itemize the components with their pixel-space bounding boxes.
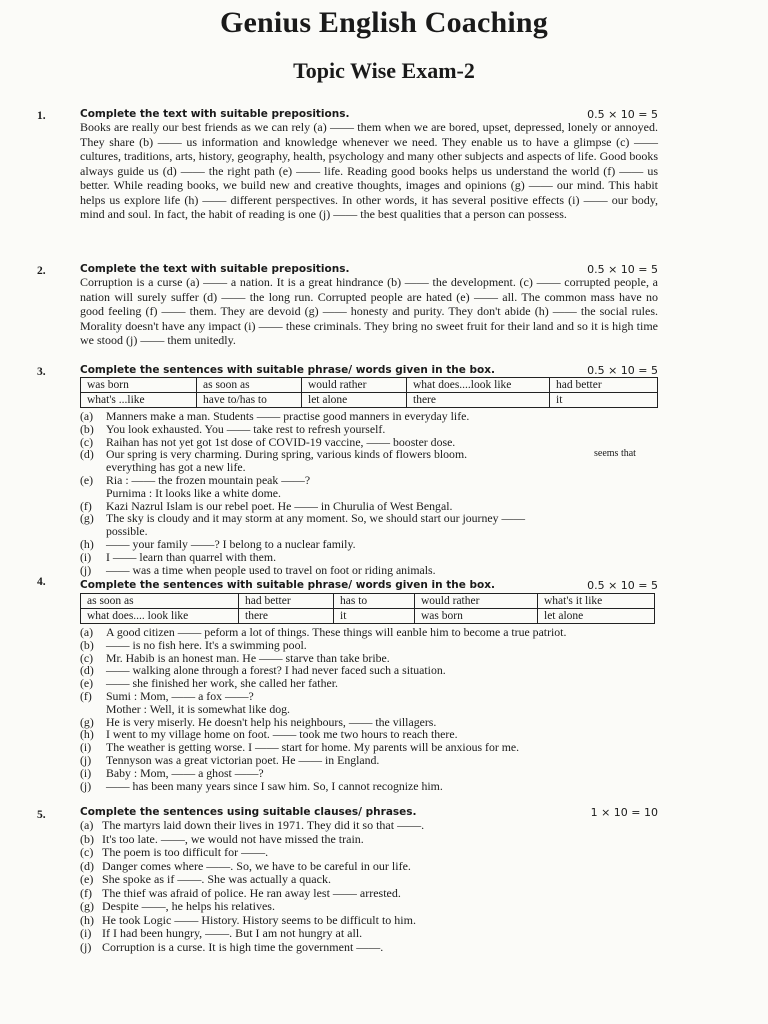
item-label: (h) — [80, 536, 94, 551]
item-text: I went to my village home on foot. —— took me two hours to reach there. — [106, 727, 458, 742]
list-item — [80, 833, 660, 847]
item-label: (e) — [80, 676, 94, 691]
item-text-tail: seems that — [594, 448, 636, 460]
list-item — [80, 626, 660, 639]
list-item — [80, 887, 660, 901]
list-item — [80, 564, 660, 577]
item-label: (f) — [80, 885, 92, 900]
list-item — [80, 448, 660, 474]
question-instruction: Complete the text with suitable prepositions. — [80, 108, 350, 120]
item-label: (f) — [80, 688, 92, 703]
item-text: Our spring is very charming. During spring, various kinds of flowers bloom. — [106, 447, 468, 462]
item-text: I —— learn than quarrel with them. — [106, 549, 277, 564]
item-label: (j) — [80, 562, 92, 577]
item-text: Ria : —— the frozen mountain peak ——? — [106, 472, 311, 487]
question-items — [80, 626, 660, 792]
word-box-row — [81, 378, 658, 393]
item-text: If I had been hungry, ——. But I am not hungry at all. — [102, 926, 363, 940]
item-text: —— is no fish here. It's a swimming pool. — [106, 637, 307, 652]
item-label: (i) — [80, 765, 92, 780]
question-instruction: Complete the sentences with suitable phrase/ words given in the box. — [80, 579, 495, 591]
word-box-cell: there — [239, 609, 334, 624]
page-subtitle: Topic Wise Exam-2 — [293, 58, 475, 83]
item-label: (b) — [80, 831, 94, 846]
item-label: (g) — [80, 899, 94, 913]
word-box-cell: would rather — [415, 594, 538, 609]
word-box-cell: there — [407, 393, 550, 408]
item-text: It's too late. ——, we would not have missed the train. — [102, 831, 364, 846]
word-box-cell: what's ...like — [81, 393, 197, 408]
question-instruction: Complete the sentences using suitable clauses/ phrases. — [80, 806, 417, 818]
list-item — [80, 754, 660, 767]
list-item — [80, 860, 660, 874]
item-text: Kazi Nazrul Islam is our rebel poet. He —— in Churulia of West Bengal. — [106, 498, 453, 513]
item-text: The weather is getting worse. I —— start for home. My parents will be anxious for me. — [106, 740, 520, 755]
word-box — [80, 593, 655, 624]
word-box-cell: have to/has to — [197, 393, 302, 408]
item-label: (e) — [80, 472, 94, 487]
question-items — [80, 410, 660, 576]
word-box-cell: it — [334, 609, 415, 624]
question-heading — [80, 364, 658, 378]
word-box-cell: it — [550, 393, 658, 408]
word-box-row — [81, 393, 658, 408]
item-label: (j) — [80, 939, 92, 954]
question-marks: 0.5 × 10 = 5 — [587, 579, 658, 592]
list-item — [80, 846, 660, 860]
item-text: A good citizen —— peform a lot of things. These things will eanble him to become a true patriot. — [106, 625, 567, 639]
item-label: (c) — [80, 845, 94, 859]
question-marks: 0.5 × 10 = 5 — [587, 108, 658, 121]
item-label: (c) — [80, 650, 94, 665]
list-item — [80, 639, 660, 652]
item-text: —— she finished her work, she called her father. — [106, 676, 338, 691]
item-text: Tennyson was a great victorian poet. He —— in England. — [106, 752, 380, 767]
item-text: —— has been many years since I saw him. So, I cannot recognize him. — [106, 778, 443, 793]
item-text: The sky is cloudy and it may storm at any moment. So, we should start our journey —— — [106, 511, 526, 526]
word-box-cell: let alone — [302, 393, 407, 408]
question-number: 2. — [37, 265, 46, 277]
item-label: (b) — [80, 637, 94, 652]
item-text: The thief was afraid of police. He ran away lest —— arrested. — [102, 885, 401, 900]
item-label: (g) — [80, 714, 94, 729]
item-text: The martyrs laid down their lives in 1971. They did it so that ——. — [102, 818, 425, 832]
question-instruction: Complete the sentences with suitable phrase/ words given in the box. — [80, 364, 495, 376]
item-text: —— walking alone through a forest? I had never faced such a situation. — [106, 663, 446, 678]
item-text: Manners make a man. Students —— practise good manners in everyday life. — [106, 409, 470, 423]
item-text: He is very miserly. He doesn't help his neighbours, —— the villagers. — [106, 714, 437, 729]
word-box-cell: what does....look like — [407, 378, 550, 393]
list-item — [80, 538, 660, 551]
list-item — [80, 767, 660, 780]
word-box-cell: was born — [415, 609, 538, 624]
item-label: (h) — [80, 727, 94, 742]
list-item — [80, 927, 660, 941]
item-text: Raihan has not yet got 1st dose of COVID-19 vaccine, —— booster dose. — [106, 434, 456, 449]
word-box-row — [81, 594, 655, 609]
word-box-cell: what does.... look like — [81, 609, 239, 624]
word-box-cell: was born — [81, 378, 197, 393]
list-item — [80, 914, 660, 928]
item-text: The poem is too difficult for ——. — [102, 845, 269, 859]
question-number: 5. — [37, 809, 46, 821]
word-box-cell: would rather — [302, 378, 407, 393]
item-text: Despite ——, he helps his relatives. — [102, 899, 275, 913]
item-label: (i) — [80, 926, 92, 940]
word-box — [80, 377, 658, 408]
item-text: —— your family ——? I belong to a nuclear family. — [106, 536, 356, 551]
item-text: —— was a time when people used to travel on foot or riding animals. — [106, 562, 436, 577]
list-item — [80, 423, 660, 436]
word-box-cell: had better — [550, 378, 658, 393]
item-label: (a) — [80, 818, 94, 832]
list-item — [80, 690, 660, 716]
list-item — [80, 819, 660, 833]
question-marks: 0.5 × 10 = 5 — [587, 263, 658, 276]
page-title: Genius English Coaching — [219, 6, 549, 39]
list-item — [80, 551, 660, 564]
item-text: You look exhausted. You —— take rest to refresh yourself. — [106, 421, 386, 436]
item-label: (a) — [80, 409, 94, 423]
item-text: Mr. Habib is an honest man. He —— starve than take bribe. — [106, 650, 390, 665]
item-label: (i) — [80, 549, 92, 564]
item-text-continued: possible. — [106, 524, 148, 539]
item-label: (d) — [80, 663, 94, 678]
item-text: Corruption is a curse. It is high time the government ——. — [102, 939, 384, 954]
word-box-cell: as soon as — [81, 594, 239, 609]
word-box-cell: had better — [239, 594, 334, 609]
question-instruction: Complete the text with suitable prepositions. — [80, 263, 350, 275]
item-label: (j) — [80, 752, 92, 767]
item-label: (c) — [80, 434, 94, 449]
list-item — [80, 474, 660, 500]
question-number: 3. — [37, 366, 46, 378]
question-number: 1. — [37, 110, 46, 122]
list-item — [80, 512, 660, 538]
list-item — [80, 410, 660, 423]
question-heading — [80, 579, 658, 593]
item-label: (g) — [80, 511, 94, 526]
question-marks: 0.5 × 10 = 5 — [587, 364, 658, 377]
word-box-cell: let alone — [538, 609, 655, 624]
list-item — [80, 941, 660, 955]
item-label: (d) — [80, 447, 94, 462]
item-text: Sumi : Mom, —— a fox ——? — [106, 688, 254, 703]
word-box-row — [81, 609, 655, 624]
item-text: She spoke as if ——. She was actually a quack. — [102, 872, 331, 886]
item-label: (d) — [80, 858, 94, 873]
word-box-cell: as soon as — [197, 378, 302, 393]
question-number: 4. — [37, 576, 46, 588]
item-label: (b) — [80, 421, 94, 436]
item-label: (j) — [80, 778, 92, 793]
item-text: Baby : Mom, —— a ghost ——? — [106, 765, 264, 780]
question-passage: Corruption is a curse (a) —— a nation. It is a great hindrance (b) —— the development. (c) —— corrupted people, a nation will surely suffer (d) —— the long run. Corrupted people are hated (e) —— all. The common mass have no good feeling (f) —— them. They are devoid (g) —— honesty and purity. They don't abide (h) —— the social rules. Morality doesn't have any impact (i) —— these criminals. They bring no sweet fruit for their land and so it is high time we stood (j) —— them unitedly. — [80, 275, 658, 347]
list-item — [80, 873, 660, 887]
question-marks: 1 × 10 = 10 — [590, 806, 658, 819]
list-item — [80, 900, 660, 914]
item-label: (h) — [80, 912, 94, 927]
list-item — [80, 780, 660, 793]
item-text-continued: Mother : Well, it is somewhat like dog. — [106, 701, 290, 716]
question-passage: Books are really our best friends as we can rely (a) —— them when we are bored, upset, depressed, lonely or annoyed. They share (b) —— us information and knowledge whenever we need. They enable us to have a glimpse (c) —— cultures, traditions, arts, history, geography, health, psychology and many other subjects and aspects of life. Good books always guide us (d) —— the right path (e) —— life. Reading good books helps us understand the world (f) —— us better. While reading books, we build new and creative thoughts, images and opinions (g) —— our mind. This habit helps us explore life (h) —— different perspectives. In other words, it has several positive effects (i) —— our body, mind and soul. In fact, the habit of reading is one (j) —— the best qualities that a person can possess. — [80, 120, 658, 221]
item-label: (a) — [80, 625, 94, 639]
item-text: Danger comes where ——. So, we have to be careful in our life. — [102, 858, 411, 873]
word-box-cell: what's it like — [538, 594, 655, 609]
item-label: (f) — [80, 498, 92, 513]
item-label: (e) — [80, 872, 94, 886]
question-items — [80, 819, 660, 954]
item-text-continued: Purnima : It looks like a white dome. — [106, 485, 281, 500]
word-box-cell: has to — [334, 594, 415, 609]
item-label: (i) — [80, 740, 92, 755]
item-text-continued: everything has got a new life. — [106, 460, 246, 475]
item-text: He took Logic —— History. History seems to be difficult to him. — [102, 912, 416, 927]
